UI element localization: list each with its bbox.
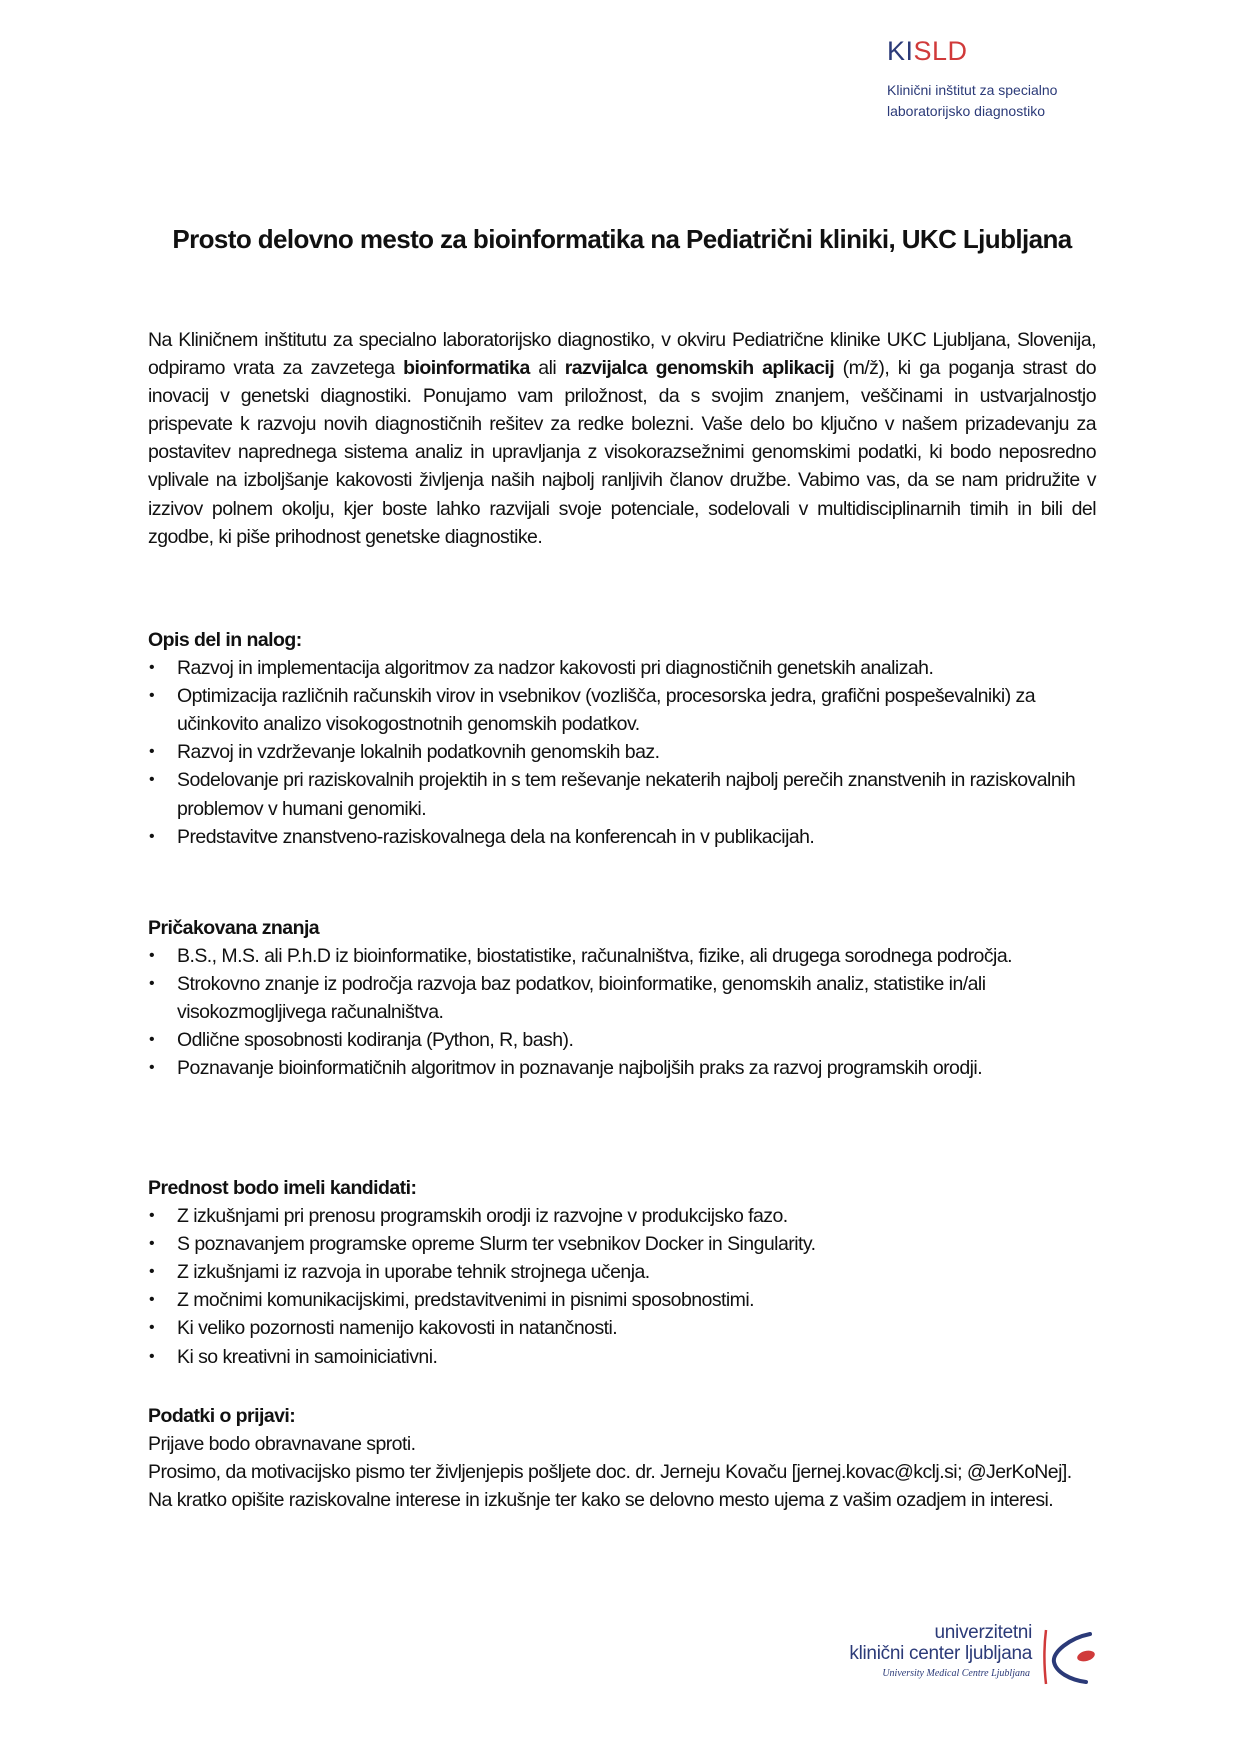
list-item-text: Sodelovanje pri raziskovalnih projektih in s tem reševanje nekaterih najbolj perečih znanstvenih in raziskovalnih problemov v humani genomiki. [177, 769, 1076, 820]
list-item [148, 766, 1096, 822]
bullet-icon: • [149, 827, 155, 845]
bullet-icon: • [149, 975, 155, 993]
section-heading: Prednost bodo imeli kandidati: [148, 1177, 417, 1199]
list-item-text: B.S., M.S. ali P.h.D iz bioinformatike, biostatistike, računalništva, fizike, ali drugega sorodnega področja. [177, 945, 1012, 968]
ukc-line-1: univerzitetni [934, 1622, 1032, 1643]
application-text: ]. Na kratko opišite raziskovalne interese in izkušnje ter kako se delovno mesto ujema z vašim ozadjem in interesi. [148, 1461, 1072, 1512]
intro-text-1: Na Kliničnem inštitutu za specialno laboratorijsko diagnostiko, v okviru Pediatrične klinike UKC Ljubljana, Slovenija, odpiramo vrata za zavzetega [148, 329, 1096, 380]
application-note: Prijave bodo obravnavane sproti. [148, 1433, 416, 1456]
list-item [148, 1343, 1096, 1371]
ukc-logo [830, 1610, 1100, 1690]
bullet-icon: • [149, 1235, 155, 1253]
duties-list [148, 654, 1096, 851]
bullet-icon: • [149, 1207, 155, 1225]
contact-email-link[interactable]: jernej.kovac@kclj.si [796, 1461, 958, 1484]
list-item [148, 1286, 1096, 1314]
logo-sld: SLD [913, 36, 968, 66]
list-item-text: Z izkušnjami iz razvoja in uporabe tehnik strojnega učenja. [177, 1261, 650, 1284]
bullet-icon: • [149, 659, 155, 677]
list-item [148, 1026, 1096, 1054]
list-item-text: Poznavanje bioinformatičnih algoritmov in poznavanje najboljših praks za razvoj programskih orodji. [177, 1057, 983, 1080]
bullet-icon: • [149, 1291, 155, 1309]
list-item [148, 654, 1096, 682]
section-heading: Podatki o prijavi: [148, 1405, 296, 1427]
separator: ; [957, 1461, 967, 1484]
list-item-text: Predstavitve znanstveno-raziskovalnega dela na konferencah in v publikacijah. [177, 825, 815, 848]
intro-paragraph [148, 326, 1096, 551]
list-item [148, 1314, 1096, 1342]
list-item-text: Razvoj in vzdrževanje lokalnih podatkovnih genomskih baz. [177, 741, 660, 764]
list-item-text: Odlične sposobnosti kodiranja (Python, R, bash). [177, 1029, 574, 1052]
bullet-icon: • [149, 687, 155, 705]
list-item [148, 738, 1096, 766]
list-item [148, 970, 1096, 1026]
bullet-icon: • [149, 1319, 155, 1337]
intro-text-3: (m/ž), ki ga poganja strast do inovacij v genetski diagnostiki. Ponujamo vam priložnost, da s svojim znanjem, veščinami in ustvarjalnostjo prispevate k razvoju novih diagnostičnih rešitev za redke bolezni. Vaše delo bo ključno v našem prizadevanju za postavitev naprednega sistema analiz in upravljanja z visokorazsežnimi genomskimi podatki, ki bodo neposredno vplivale na izboljšanje kakovosti življenja naših najbolj ranljivih članov družbe. Vabimo vas, da se nam pridružite v izzivov polnem okolju, kjer boste lahko razvijali svoje potenciale, sodelovali v multidisciplinarnih timih in bili del zgodbe, ki piše prihodnost genetske diagnostike. [148, 357, 1096, 548]
section-heading: Pričakovana znanja [148, 917, 320, 939]
institute-line-2: laboratorijsko diagnostiko [887, 103, 1045, 119]
list-item [148, 942, 1096, 970]
ukc-line-3: University Medical Centre Ljubljana [882, 1668, 1030, 1679]
intro-text-2: ali [529, 357, 565, 380]
list-item-text: Razvoj in implementacija algoritmov za nadzor kakovosti pri diagnostičnih genetskih analizah. [177, 657, 934, 680]
kisld-logo [887, 36, 1057, 122]
ukc-line-2: klinični center ljubljana [849, 1643, 1032, 1664]
bullet-icon: • [149, 947, 155, 965]
list-item-text: Z močnimi komunikacijskimi, predstavitvenimi in pisnimi sposobnostimi. [177, 1289, 755, 1312]
list-item-text: Ki veliko pozornosti namenijo kakovosti in natančnosti. [177, 1317, 618, 1340]
section-heading: Opis del in nalog: [148, 629, 302, 651]
list-item-text: S poznavanjem programske opreme Slurm ter vsebnikov Docker in Singularity. [177, 1233, 816, 1256]
bullet-icon: • [149, 1031, 155, 1049]
list-item [148, 1202, 1096, 1230]
list-item-text: Strokovno znanje iz področja razvoja baz podatkov, bioinformatike, genomskih analiz, statistike in/ali visokozmogljivega računalništva. [177, 973, 986, 1024]
application-text: Prosimo, da motivacijsko pismo ter življenjepis pošljete doc. dr. Jerneju Kovaču [ [148, 1461, 797, 1484]
intro-bold-bioinformatik: bioinformatika [403, 357, 530, 380]
kisld-wordmark [887, 36, 1057, 66]
bullet-icon: • [149, 1347, 155, 1365]
list-item-text: Z izkušnjami pri prenosu programskih orodji iz razvojne v produkcijsko fazo. [177, 1205, 788, 1228]
section-advantages [148, 1174, 1096, 1371]
section-skills [148, 914, 1096, 1083]
list-item [148, 1258, 1096, 1286]
page-title: Prosto delovno mesto za bioinformatika na Pediatrični kliniki, UKC Ljubljana [172, 224, 1072, 254]
list-item [148, 682, 1096, 738]
section-duties [148, 626, 1096, 851]
bullet-icon: • [149, 771, 155, 789]
list-item [148, 1230, 1096, 1258]
intro-bold-razvijalec: razvijalca genomskih aplikacij [564, 357, 835, 380]
advantages-list [148, 1202, 1096, 1371]
section-application [148, 1402, 1096, 1514]
logo-ki: KI [887, 36, 914, 66]
list-item-text: Optimizacija različnih računskih virov in vsebnikov (vozlišča, procesorska jedra, grafični pospeševalniki) za učinkovito analizo visokogostnotnih genomskih podatkov. [177, 685, 1035, 736]
bullet-icon: • [149, 743, 155, 761]
application-instructions [148, 1458, 1096, 1514]
ukc-emblem-icon [1040, 1626, 1100, 1688]
institute-name [887, 80, 1057, 122]
bullet-icon: • [149, 1263, 155, 1281]
bullet-icon: • [149, 1059, 155, 1077]
list-item [148, 1054, 1096, 1082]
institute-line-1: Klinični inštitut za specialno [887, 82, 1058, 98]
contact-handle: @JerKoNej [966, 1461, 1062, 1484]
skills-list [148, 942, 1096, 1082]
list-item [148, 823, 1096, 851]
list-item-text: Ki so kreativni in samoiniciativni. [177, 1345, 438, 1368]
